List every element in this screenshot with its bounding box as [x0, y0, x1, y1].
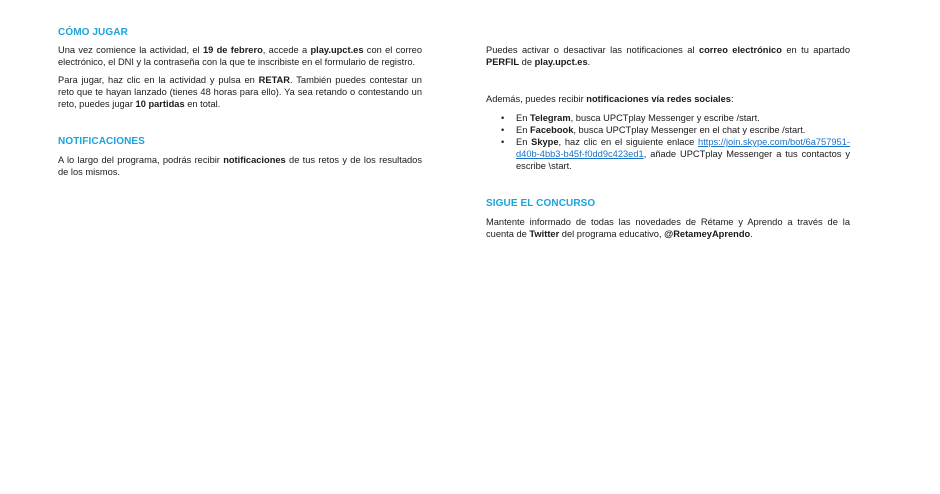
text-run: :: [730, 94, 734, 104]
text-run: .: [587, 57, 591, 67]
sigue-el-concurso-paragraph: [486, 216, 850, 240]
text-run: , busca UPCTplay Messenger y escribe /start.: [570, 113, 760, 123]
text-run: Además, puedes recibir: [486, 94, 587, 104]
text-run: , accede a: [262, 45, 311, 55]
bullet-icon: •: [501, 137, 505, 147]
bold-text: play.upct.es: [534, 57, 588, 67]
text-run: Una vez comience la actividad, el: [58, 45, 203, 55]
text-run: , busca UPCTplay Messenger en el chat y escribe /start.: [573, 125, 806, 135]
text-run: en total.: [184, 99, 221, 109]
como-jugar-paragraph-2: [58, 74, 422, 110]
text-run: A lo largo del programa, podrás recibir: [58, 155, 224, 165]
text-run: .: [750, 229, 753, 239]
bold-text: play.upct.es: [310, 45, 364, 55]
text-run: en tu apartado: [781, 45, 850, 55]
bold-text: correo electrónico: [698, 45, 782, 55]
text-run: En: [516, 113, 530, 123]
text-run: Mantente informado de todas las novedades de Rétame y Aprendo a través de la cuenta de: [486, 217, 850, 239]
list-item-skype: [486, 136, 850, 172]
bold-text: 10 partidas: [135, 99, 185, 109]
text-run: En: [516, 137, 532, 147]
notificaciones-heading: NOTIFICACIONES: [58, 136, 145, 147]
text-run: del programa educativo,: [559, 229, 665, 239]
text-run: con el correo electrónico, el DNI y la contraseña con la que te inscribiste en el formulario de registro.: [58, 45, 423, 67]
como-jugar-paragraph-1: [58, 44, 422, 68]
bold-text: Telegram: [529, 113, 571, 123]
text-run: de: [519, 57, 535, 67]
text-run: . También puedes contestar un reto que te hayan lanzado (tienes 48 horas para ello). Ya sea retando o contestando un reto, puedes jugar: [58, 75, 422, 109]
bullet-icon: •: [501, 113, 505, 123]
bold-text: @RetameyAprendo: [664, 229, 751, 239]
text-run: , haz clic en el siguiente enlace: [558, 137, 699, 147]
bold-text: notificaciones: [223, 155, 286, 165]
redes-sociales-paragraph: [486, 93, 850, 105]
bold-text: Twitter: [529, 229, 560, 239]
bold-text: PERFIL: [486, 57, 520, 67]
text-run: de tus retos y de los resultados de los mismos.: [58, 155, 422, 177]
text-run: Para jugar, haz clic en la actividad y pulsa en: [58, 75, 259, 85]
notificaciones-paragraph: [58, 154, 422, 178]
skype-link[interactable]: https://join.skype.com/bot/6a757951-d40b-4bb3-b45f-f0dd9c423ed1: [516, 137, 850, 159]
text-run: , añade UPCTplay Messenger a tus contactos y escribe \start.: [516, 149, 850, 171]
list-item-facebook: [486, 124, 850, 136]
redes-sociales-list: [486, 112, 850, 172]
bold-text: RETAR: [258, 75, 290, 85]
sigue-el-concurso-heading: SIGUE EL CONCURSO: [486, 198, 596, 209]
bullet-icon: •: [501, 125, 505, 135]
text-run: En: [516, 125, 530, 135]
text-run: Puedes activar o desactivar las notificaciones al: [486, 45, 699, 55]
perfil-paragraph: [486, 44, 850, 68]
como-jugar-heading: CÓMO JUGAR: [58, 27, 128, 38]
list-item-telegram: [486, 112, 850, 124]
bold-text: 19 de febrero: [202, 45, 263, 55]
bold-text: Facebook: [529, 125, 574, 135]
bold-text: notificaciones vía redes sociales: [586, 94, 731, 104]
bold-text: Skype: [531, 137, 559, 147]
